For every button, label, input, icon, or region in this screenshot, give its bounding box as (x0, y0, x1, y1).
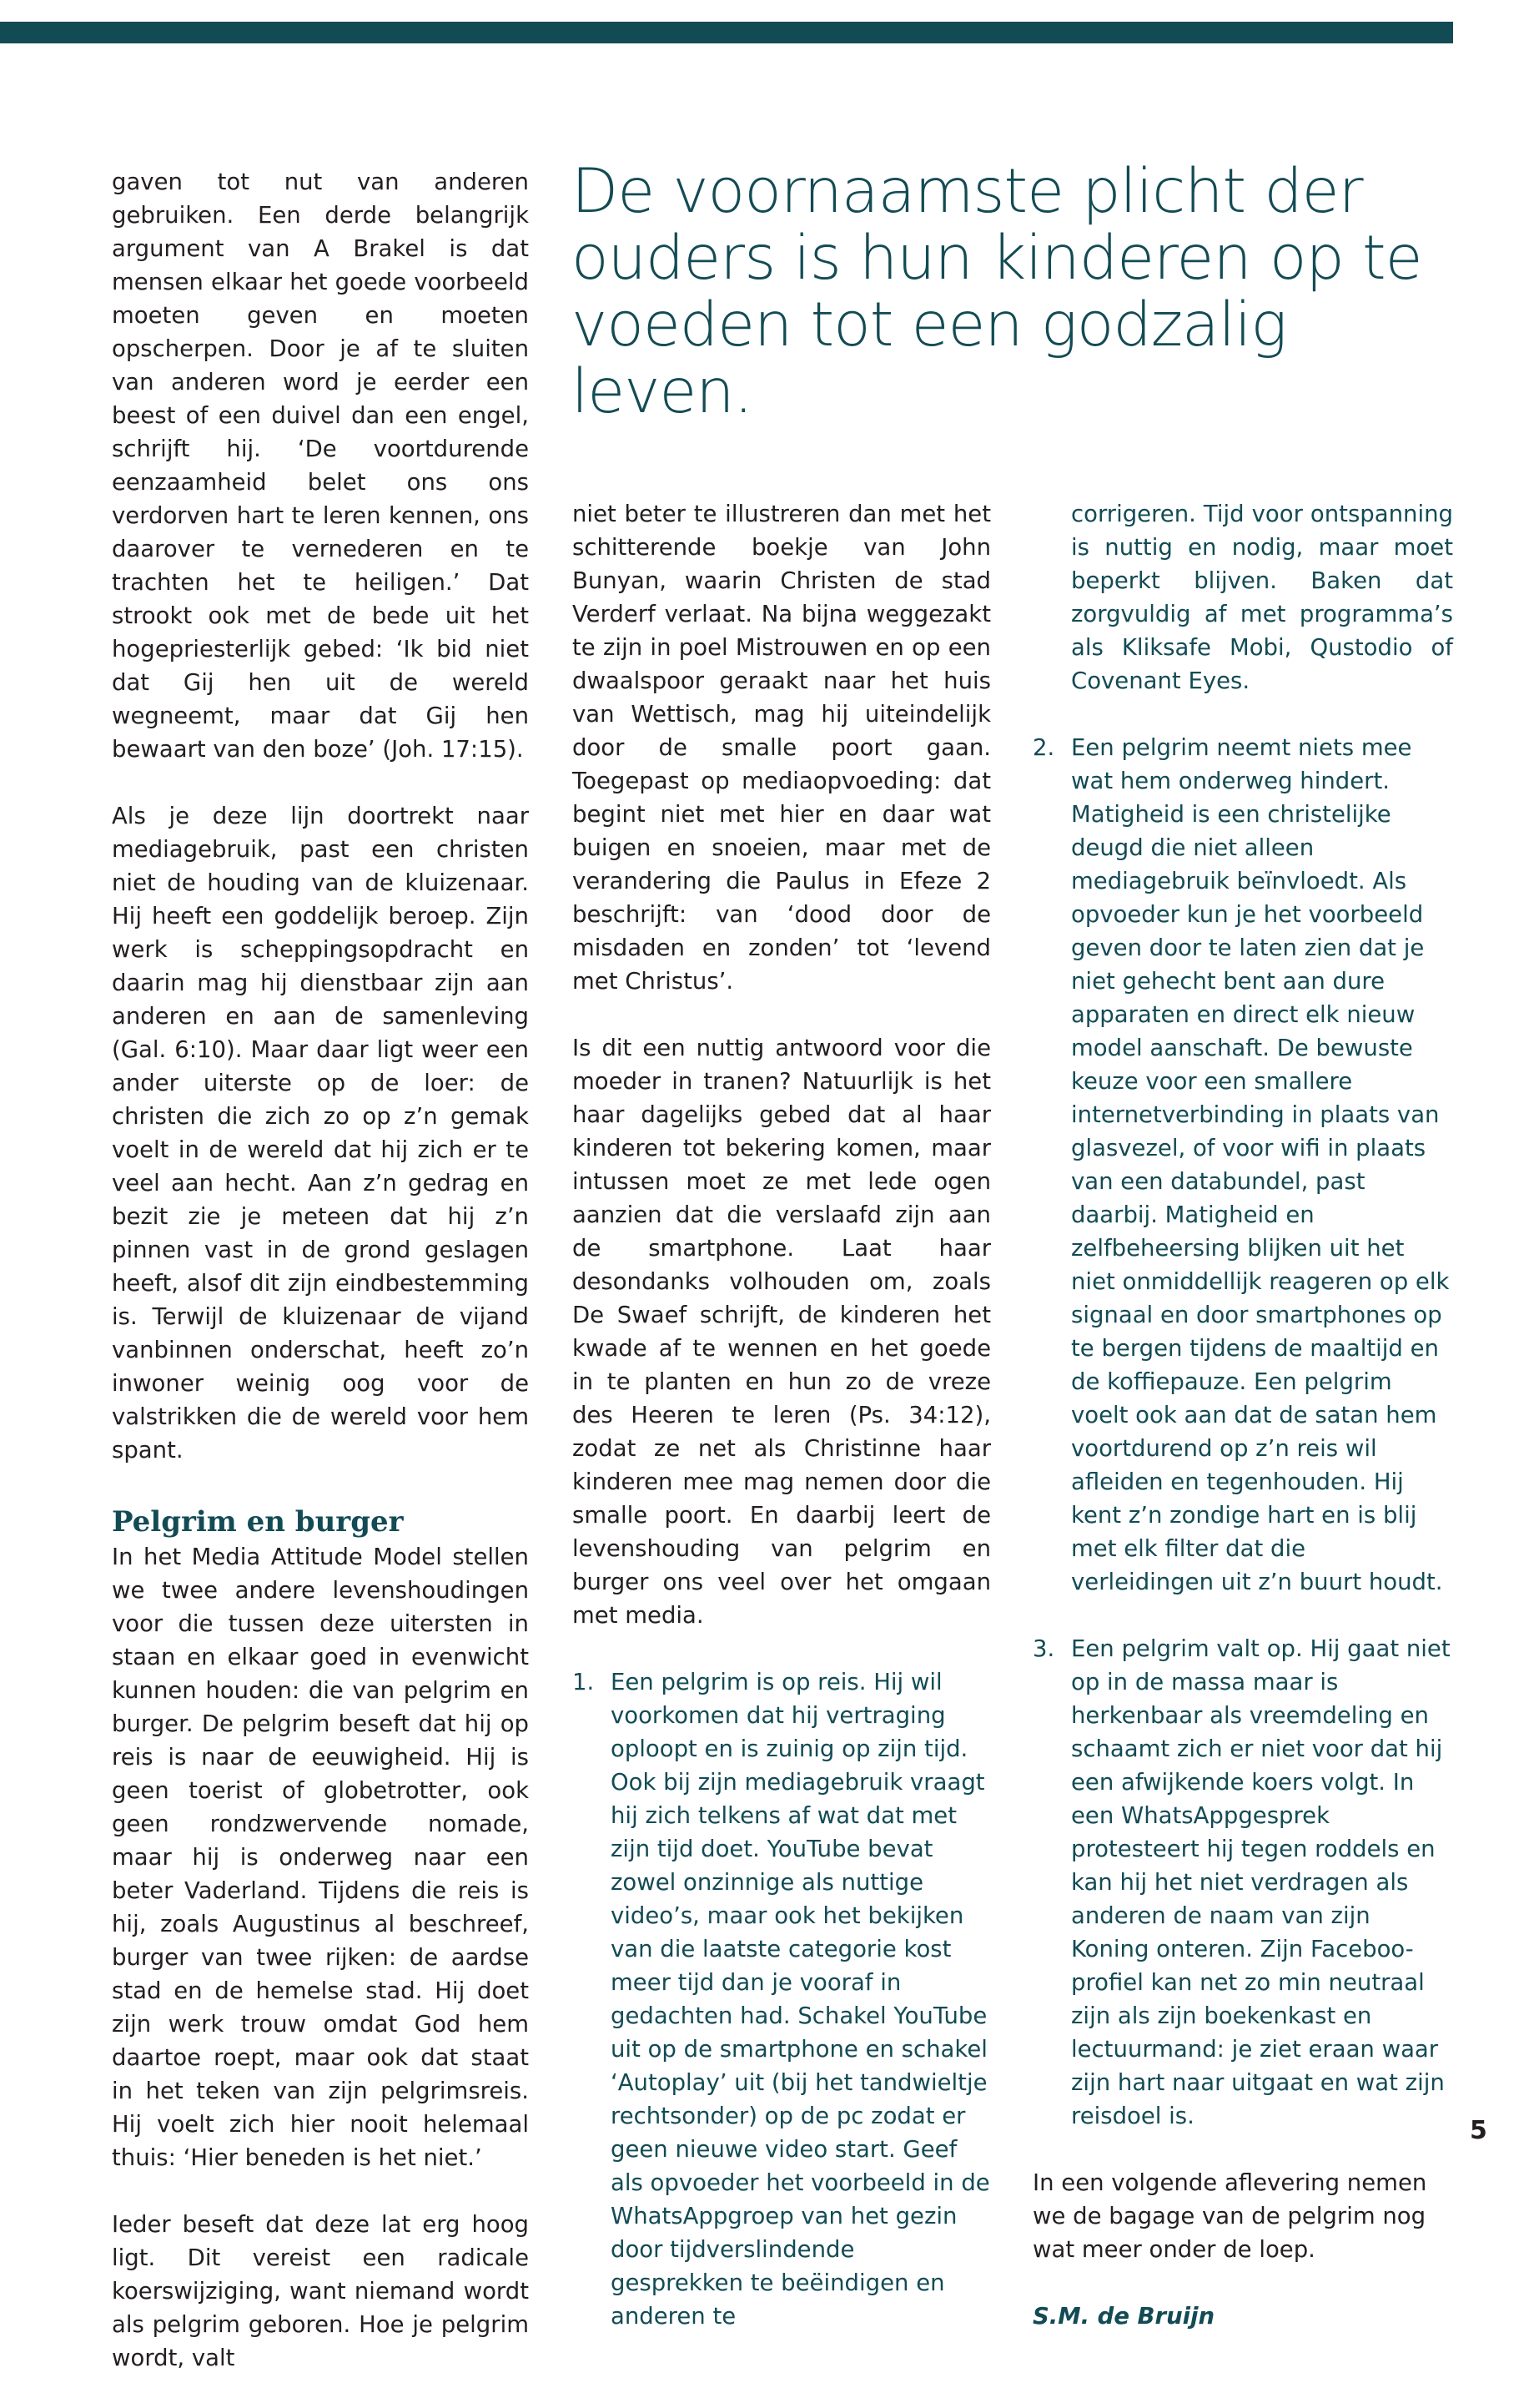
section-heading: Pelgrim en burger (112, 1505, 404, 1539)
column-1 (112, 165, 529, 2408)
list-text: corrigeren. Tijd voor ontspanning is nuttig en nodig, maar moet beperkt blijven. Baken dat zorgvuldig af met programma’s als Kliksafe Mobi, Qustodio of Covenant Eyes. (1071, 501, 1453, 694)
list-item (1033, 731, 1453, 1599)
list-item (1033, 1632, 1453, 2133)
numbered-list (572, 1665, 991, 2333)
closing-paragraph: In een volgende aflevering nemen we de bagage van de pelgrim nog wat meer onder de loep. (1033, 2169, 1427, 2263)
list-number: 2. (1033, 734, 1055, 761)
author-signature: S.M. de Bruijn (1033, 2303, 1215, 2330)
column-3 (1033, 497, 1453, 2366)
page-number: 5 (1470, 2116, 1487, 2145)
pull-quote-headline: De voornaamste plicht der ouders is hun kinderen op te voeden tot een godzalig leven. (571, 156, 1422, 427)
list-number: 1. (572, 1669, 595, 1695)
list-continuation (1033, 497, 1453, 698)
numbered-list (1033, 731, 1453, 2133)
list-number: 3. (1033, 1635, 1055, 1662)
list-text: Een pelgrim valt op. Hij gaat niet op in de massa maar is herkenbaar als vreemdeling en schaamt zich er niet voor dat hij een afwijkende koers volgt. In een WhatsAppgesprek protesteert hij tegen roddels en kan hij het niet verdragen als anderen de naam van zijn Koning onteren. Zijn Faceboo-profiel kan net zo min neutraal zijn als zijn boekenkast en lectuurmand: je ziet eraan waar zijn hart naar uitgaat en wat zijn reisdoel is. (1071, 1635, 1451, 2129)
body-paragraph: In het Media Attitude Model stellen we twee andere levenshoudingen voor die tussen deze uitersten in staan en elkaar goed in evenwicht kunnen houden: die van pelgrim en burger. De pelgrim beseft dat hij op reis is naar de eeuwigheid. Hij is geen toerist of globetrotter, ook geen rondzwervende nomade, maar hij is onderweg naar een beter Vaderland. Tijdens die reis is hij, zoals Augustinus al beschreef, burger van twee rijken: de aardse stad en de hemelse stad. Hij doet zijn werk trouw omdat God hem daartoe roept, maar ook dat staat in het teken van zijn pelgrimsreis. Hij voelt zich hier nooit helemaal thuis: ‘Hier beneden is het niet.’ (112, 1544, 529, 2171)
body-paragraph: gaven tot nut van anderen gebruiken. Een derde belangrijk argument van A Brakel is dat mensen elkaar het goede voorbeeld moeten geven en moeten opscherpen. Door je af te sluiten van anderen word je eerder een beest of een duivel dan een engel, schrijft hij. ‘De voortdurende eenzaamheid belet ons ons verdorven hart te leren kennen, ons daarover te vernederen en te trachten het te heiligen.’ Dat strookt ook met de bede uit het hogepriesterlijk gebed: ‘Ik bid niet dat Gij hen uit de wereld wegneemt, maar dat Gij hen bewaart van den boze’ (Joh. 17:15). (112, 169, 529, 763)
body-paragraph: Ieder beseft dat deze lat erg hoog ligt. Dit vereist een radicale koerswijziging, want niemand wordt als pelgrim geboren. Hoe je pelgrim wordt, valt (112, 2211, 529, 2371)
list-item (572, 1665, 991, 2333)
body-paragraph: niet beter te illustreren dan met het schitterende boekje van John Bunyan, waarin Christen de stad Verderf verlaat. Na bijna weggezakt te zijn in poel Mistrouwen en op een dwaalspoor geraakt naar het huis van Wettisch, mag hij uiteindelijk door de smalle poort gaan. Toegepast op mediaopvoeding: dat begint niet met hier en daar wat buigen en snoeien, maar met de verandering die Paulus in Efeze 2 beschrijft: van ‘dood door de misdaden en zonden’ tot ‘levend met Christus’. (572, 501, 991, 995)
column-2 (572, 497, 991, 2366)
body-paragraph: Is dit een nuttig antwoord voor die moeder in tranen? Natuurlijk is het haar dagelijks gebed dat al haar kinderen tot bekering komen, maar intussen moet ze met lede ogen aanzien dat die verslaafd zijn aan de smartphone. Laat haar desondanks volhouden om, zoals De Swaef schrijft, de kinderen het kwade af te wennen en het goede in te planten en hun zo de vreze des Heeren te leren (Ps. 34:12), zodat ze net als Christinne haar kinderen mee mag nemen door die smalle poort. En daarbij leert de levenshouding van pelgrim en burger ons veel over het omgaan met media. (572, 1035, 991, 1629)
list-text: Een pelgrim neemt niets mee wat hem onderweg hindert. Matigheid is een christelijke deugd die niet alleen mediagebruik beïnvloedt. Als opvoeder kun je het voorbeeld geven door te laten zien dat je niet gehecht bent aan dure apparaten en direct elk nieuw model aanschaft. De bewuste keuze voor een smallere internetverbinding in plaats van glasvezel, of voor wifi in plaats van een databundel, past daarbij. Matigheid en zelfbeheersing blijken uit het niet onmiddellijk reageren op elk signaal en door smartphones op te bergen tijdens de maaltijd en de koffiepauze. Een pelgrim voelt ook aan dat de satan hem voortdurend op z’n reis wil afleiden en tegenhouden. Hij kent z’n zondige hart en is blij met elk filter dat die verleidingen uit z’n buurt houdt. (1071, 734, 1450, 1595)
list-text: Een pelgrim is op reis. Hij wil voorkomen dat hij vertraging oploopt en is zuinig op zijn tijd. Ook bij zijn mediagebruik vraagt hij zich telkens af wat dat met zijn tijd doet. YouTube bevat zowel onzinnige als nuttige video’s, maar ook het bekijken van die laatste categorie kost meer tijd dan je vooraf in gedachten had. Schakel YouTube uit op de smartphone en schakel ‘Autoplay’ uit (bij het tandwieltje rechtsonder) op de pc zodat er geen nieuwe video start. Geef als opvoeder het voorbeeld in de WhatsAppgroep van het gezin door tijdverslindende gesprekken te beëindigen en anderen te (611, 1669, 990, 2330)
body-paragraph: Als je deze lijn doortrekt naar mediagebruik, past een christen niet de houding van de kluizenaar. Hij heeft een goddelijk beroep. Zijn werk is scheppingsopdracht en daarin mag hij dienstbaar zijn aan anderen en aan de samenleving (Gal. 6:10). Maar daar ligt weer een ander uiterste op de loer: de christen die zich zo op z’n gemak voelt in de wereld dat hij zich er te veel aan hecht. Aan z’n gedrag en bezit zie je meteen dat hij z’n pinnen vast in de grond geslagen heeft, alsof dit zijn eindbestemming is. Terwijl de kluizenaar de vijand vanbinnen onderschat, heeft zo’n inwoner weinig oog voor de valstrikken die de wereld voor hem spant. (112, 803, 529, 1463)
header-bar (0, 22, 1453, 43)
